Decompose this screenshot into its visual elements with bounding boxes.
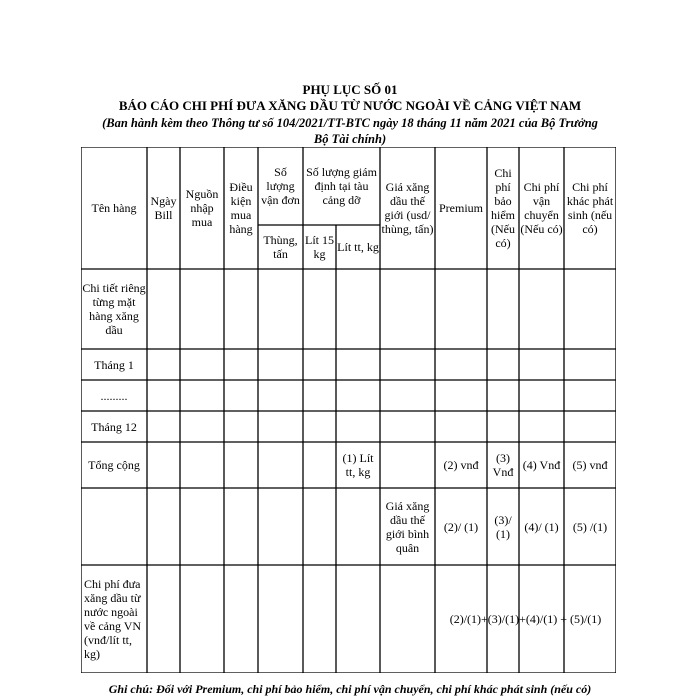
col-header-so-luong-giam-dinh: Số lượng giám định tại tàu cảng dỡ [306, 165, 377, 207]
row-label-thang-1: Tháng 1 [94, 357, 134, 372]
issuance-note-cont: Bộ Tài chính) [313, 132, 387, 146]
row-label-chi-phi-dua: Chi phí đưa xăng dầu từ nước ngoài về cảng VN (vnđ/lít tt, kg) [84, 577, 142, 661]
cost-formula: (2)/(1)+(3)/(1)+(4)/(1) + (5)/(1) [449, 612, 602, 626]
col-header-ngay-bill: Ngày Bill [150, 194, 177, 222]
col-header-thung-tan: Thùng, tấn [263, 233, 298, 261]
col-header-van-chuyen: Chi phí vận chuyển (Nếu có) [520, 180, 563, 236]
cost-report-table [81, 147, 616, 673]
col-header-premium: Premium [439, 201, 483, 215]
col-header-bao-hiem: Chi phí bảo hiểm (Nếu có) [491, 166, 515, 250]
report-title: BÁO CÁO CHI PHÍ ĐƯA XĂNG DẦU TỪ NƯỚC NGOÀI VỀ CẢNG VIỆT NAM [118, 98, 582, 113]
avg-gia-the-gioi: Giá xăng dầu thế giới bình quân [385, 498, 430, 555]
avg-premium: (2)/ (1) [443, 519, 479, 534]
total-chi-phi-khac: (5) vnđ [572, 458, 608, 472]
footnote: Ghi chú: Đối với Premium, chi phí bảo hiểm, chi phí vận chuyển, chi phí khác phát sinh (nếu có) [108, 682, 592, 696]
col-header-chi-phi-khac: Chi phí khác phát sinh (nếu có) [566, 180, 614, 236]
avg-bao-hiem: (3)/ (1) [494, 512, 512, 541]
row-label-thang-12: Tháng 12 [91, 419, 137, 434]
issuance-note: (Ban hành kèm theo Thông tư số 104/2021/TT-BTC ngày 18 tháng 11 năm 2021 của Bộ Trưởng [102, 116, 598, 130]
total-lit-tt: (1) Lít tt, kg [342, 451, 374, 479]
col-header-gia-the-gioi: Giá xăng dầu thế giới (usd/ thùng, tấn) [381, 180, 434, 236]
col-header-so-luong-van-don: Số lượng vận đơn [261, 165, 300, 207]
total-van-chuyen: (4) Vnđ [522, 458, 561, 472]
col-header-lit-15kg: Lít 15 kg [305, 233, 334, 261]
avg-chi-phi-khac: (5) /(1) [572, 519, 608, 534]
row-label-tong-cong: Tổng cộng [88, 458, 140, 472]
col-header-nguon-nhap-mua: Nguồn nhập mua [185, 187, 219, 229]
total-premium: (2) vnđ [443, 458, 479, 472]
row-label-chi-tiet: Chi tiết riêng từng mặt hàng xăng dầu [82, 281, 146, 337]
avg-van-chuyen: (4)/ (1) [524, 519, 559, 534]
total-bao-hiem: (3) Vnđ [492, 451, 514, 479]
col-header-dieu-kien: Điều kiện mua hàng [229, 180, 253, 236]
appendix-title: PHỤ LỤC SỐ 01 [302, 82, 398, 97]
col-header-lit-tt-kg: Lít tt, kg [337, 240, 379, 254]
row-label-ellipsis: ......... [100, 388, 128, 403]
col-header-ten-hang: Tên hàng [91, 201, 137, 215]
